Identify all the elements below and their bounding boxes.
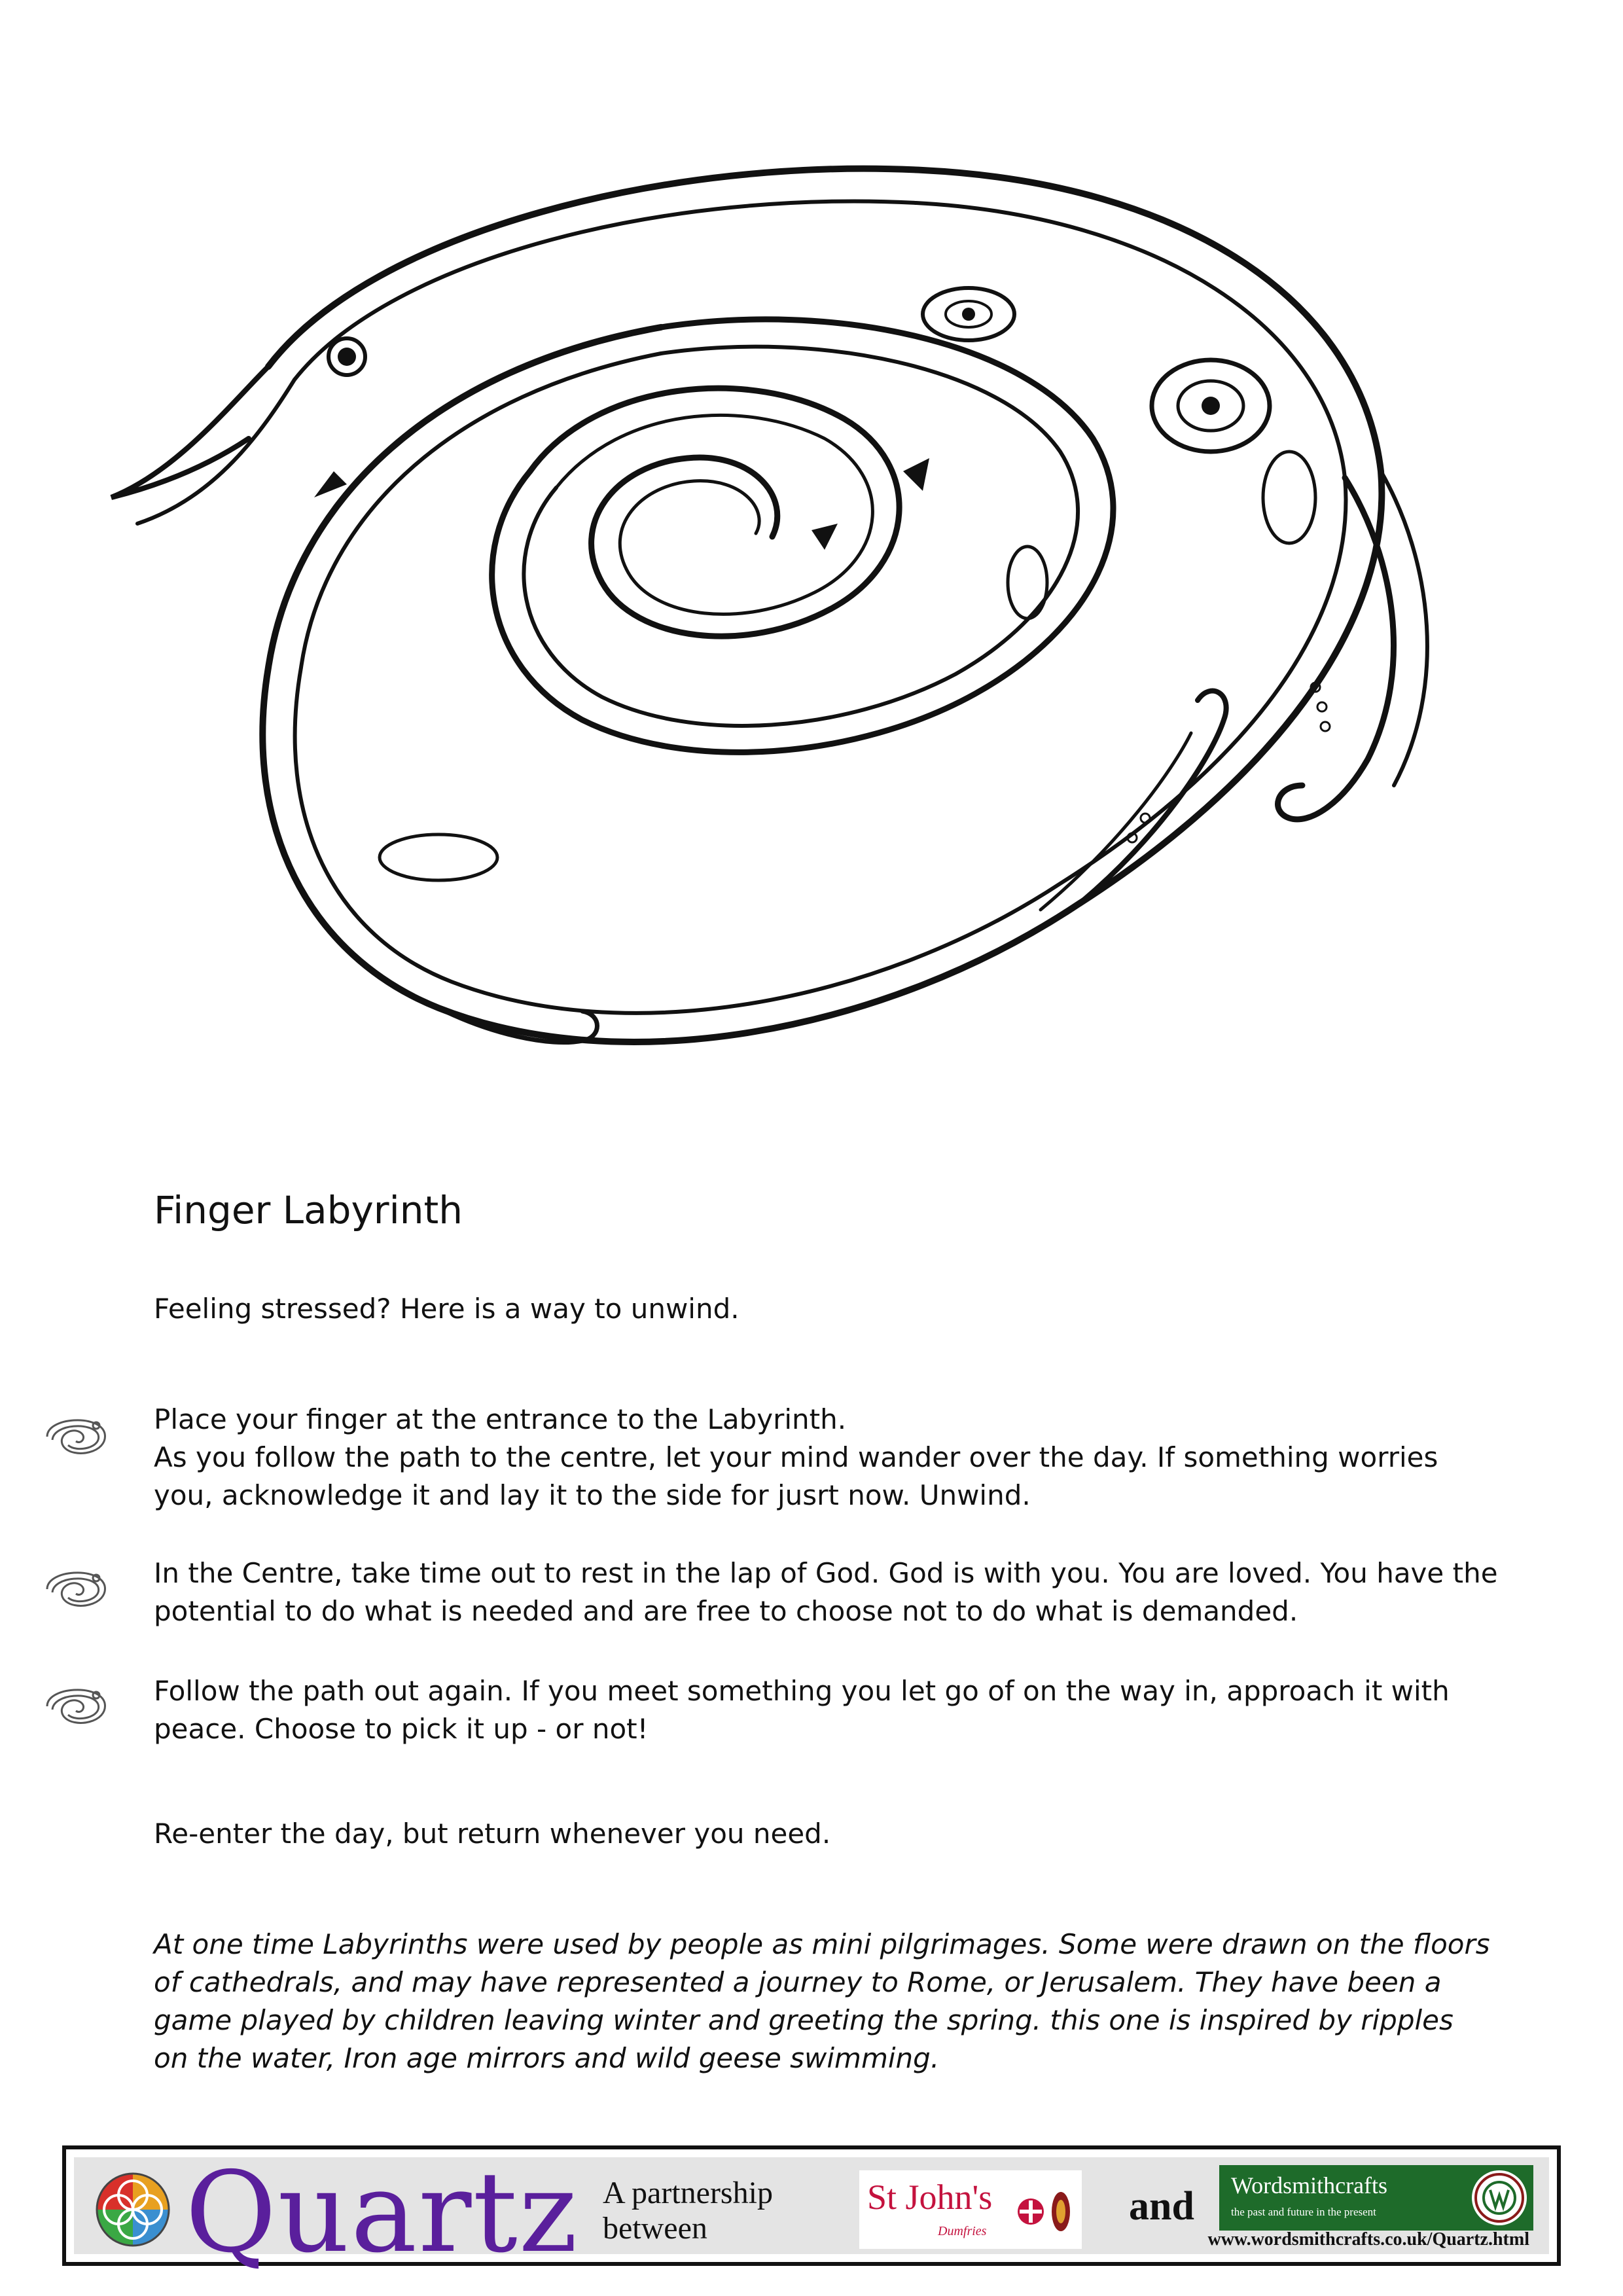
step-1	[154, 1401, 1502, 1515]
wordsmithcrafts-name: Wordsmithcrafts	[1231, 2172, 1388, 2198]
spiral-icon	[41, 1407, 113, 1466]
seal-icon	[1472, 2170, 1527, 2225]
stjohns-sub: Dumfries	[938, 2224, 987, 2238]
step-text: Place your finger at the entrance to the Labyrinth.	[154, 1403, 847, 1435]
spiral-icon	[41, 1677, 113, 1736]
outro-text: Re-enter the day, but return whenever you need.	[154, 1818, 831, 1850]
quartz-logo-icon	[94, 2170, 172, 2249]
cross-shield-icon	[1016, 2189, 1075, 2234]
labyrinth-illustration	[98, 131, 1538, 1152]
wordsmithcrafts-tagline: the past and future in the present	[1231, 2206, 1376, 2218]
step-text: Follow the path out again. If you meet something you let go of on the way in, approach it with peace. Choose to pick it up - or not!	[154, 1675, 1450, 1745]
stjohns-name: St John's	[867, 2178, 993, 2217]
spiral-icon	[41, 1560, 113, 1619]
partnership-text	[603, 2176, 773, 2246]
step-2	[154, 1554, 1502, 1630]
website-url: www.wordsmithcrafts.co.uk/Quartz.html	[1207, 2229, 1529, 2250]
partnership-line: between	[603, 2211, 707, 2246]
step-text: As you follow the path to the centre, let your mind wander over the day. If something worries you, acknowledge it and lay it to the side for jusrt now. Unwind.	[154, 1441, 1438, 1511]
history-note: At one time Labyrinths were used by people as mini pilgrimages. Some were drawn on the floors of cathedrals, and may have represented a journey to Rome, or Jerusalem. They have been a game played by children leaving winter and greeting the spring. this one is inspired by ripples on the water, Iron age mirrors and wild geese swimming.	[154, 1928, 1490, 2074]
and-text: and	[1129, 2184, 1194, 2229]
step-3	[154, 1672, 1502, 1748]
quartz-brand: Quartz	[185, 2148, 579, 2278]
partnership-banner	[62, 2145, 1561, 2278]
partnership-line: A partnership	[603, 2176, 773, 2210]
step-text: In the Centre, take time out to rest in the lap of God. God is with you. You are loved. You have the potential to do what is needed and are free to choose not to do what is demanded.	[154, 1557, 1498, 1627]
intro-text: Feeling stressed? Here is a way to unwind.	[154, 1293, 740, 1325]
wordsmithcrafts-logo	[1219, 2165, 1533, 2231]
stjohns-logo	[859, 2170, 1082, 2249]
page-title: Finger Labyrinth	[154, 1188, 463, 1232]
